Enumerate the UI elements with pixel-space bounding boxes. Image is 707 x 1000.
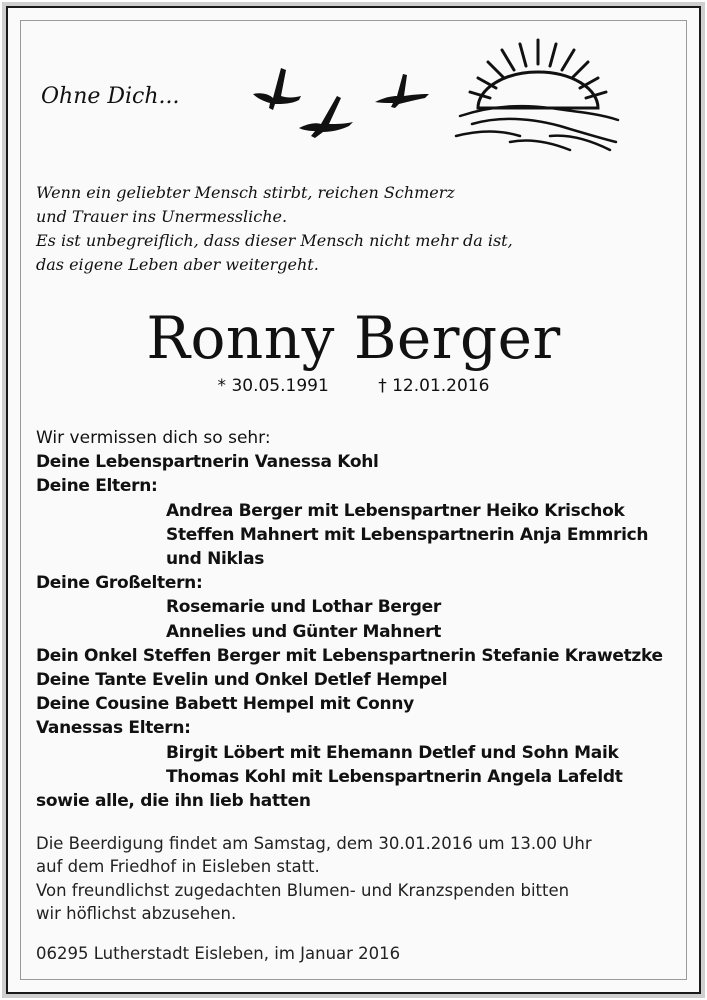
mourner-line: Andrea Berger mit Lebenspartner Heiko Krischok [166,500,625,521]
death-date: † 12.01.2016 [378,376,490,396]
quote-line: Wenn ein geliebter Mensch stirbt, reichen Schmerz [36,183,455,202]
funeral-line: Von freundlichst zugedachten Blumen- und Kranzspenden bitten [36,880,570,900]
mourner-line: Birgit Löbert mit Ehemann Detlef und Sohn Maik [166,742,619,763]
mourner-line: Steffen Mahnert mit Lebenspartnerin Anja Emmrich [166,524,649,545]
mourner-line: und Niklas [166,549,265,570]
mourner-line: Annelies und Günter Mahnert [166,621,442,642]
mourner-line: Dein Onkel Steffen Berger mit Lebenspartnerin Stefanie Krawetzke [36,645,663,666]
mourner-line: Thomas Kohl mit Lebenspartnerin Angela Lafeldt [166,766,623,787]
funeral-notice [36,832,676,926]
quote-line: und Trauer ins Unermessliche. [36,207,288,226]
mourner-closing: sowie alle, die ihn lieb hatten [36,791,311,812]
place-date: 06295 Lutherstadt Eisleben, im Januar 2016 [36,944,401,963]
mourner-heading: Deine Großeltern: [36,573,203,594]
quote-line: Es ist unbegreiflich, dass dieser Mensch nicht mehr da ist, [36,231,513,250]
mourner-line: Deine Lebenspartnerin Vanessa Kohl [36,452,379,473]
quote-line: das eigene Leben aber weitergeht. [36,255,319,274]
mourner-heading: Vanessas Eltern: [36,718,191,739]
mourner-heading: Deine Eltern: [36,476,158,497]
mourner-line: Rosemarie und Lothar Berger [166,597,441,618]
funeral-line: Die Beerdigung findet am Samstag, dem 30.01.2016 um 13.00 Uhr [36,834,592,853]
mourners-list [36,426,676,813]
sunset-hills-icon [450,24,625,159]
motto-text: Ohne Dich... [41,84,180,109]
mourners-intro: Wir vermissen dich so sehr: [36,428,271,448]
mourner-line: Deine Cousine Babett Hempel mit Conny [36,694,414,715]
deceased-name: Ronny Berger [146,304,561,372]
birth-date: * 30.05.1991 [217,376,329,396]
mourner-line: Deine Tante Evelin und Onkel Detlef Hempel [36,670,448,691]
life-dates [0,376,707,396]
funeral-line: wir höflichst abzusehen. [36,904,237,924]
funeral-line: auf dem Friedhof in Eisleben statt. [36,857,320,877]
flying-birds-icon [245,58,445,148]
quote-block [36,181,513,277]
